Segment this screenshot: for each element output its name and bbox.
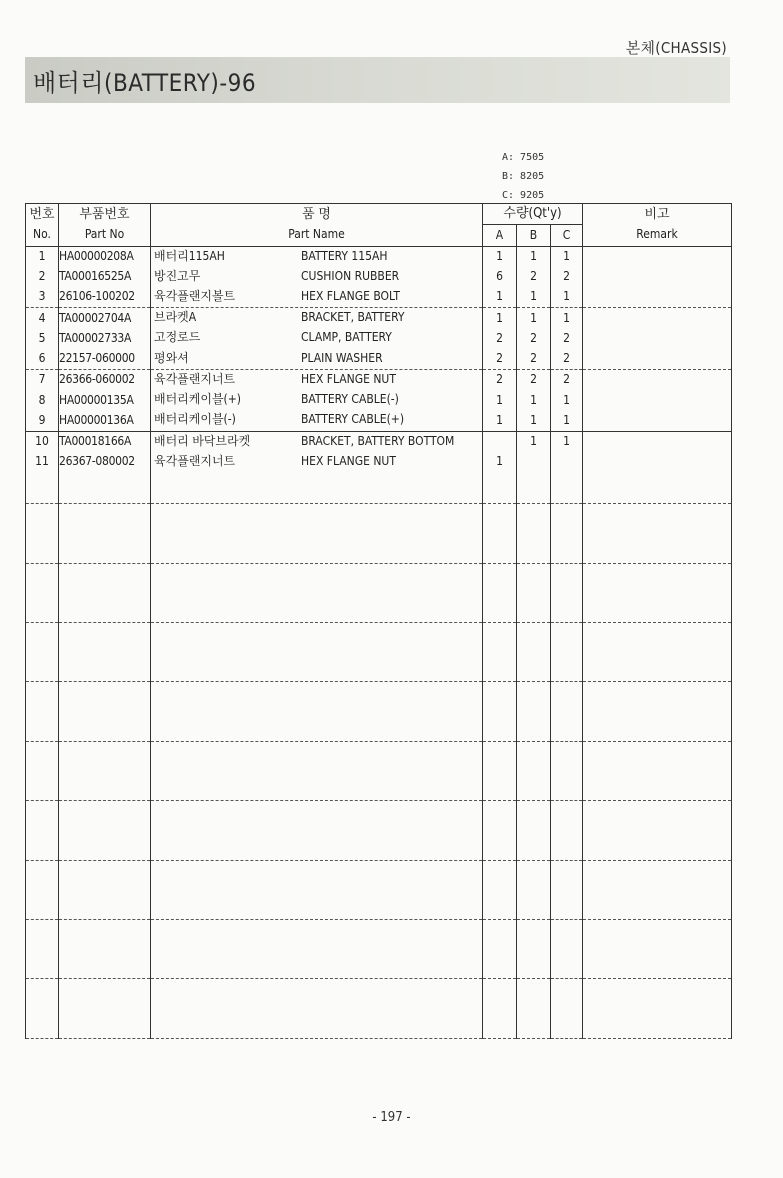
- header-part-name-kr: 품 명: [151, 204, 483, 225]
- table-row: [26, 308, 732, 329]
- empty-cell: [517, 979, 551, 1039]
- empty-table-row: [26, 741, 732, 800]
- row-number: 7: [26, 369, 59, 390]
- empty-cell: [59, 860, 151, 919]
- part-name: [151, 308, 483, 329]
- row-number: 3: [26, 287, 59, 308]
- empty-cell: [551, 979, 583, 1039]
- empty-cell: [151, 472, 483, 504]
- header-remark-kr: 비고: [583, 204, 732, 225]
- empty-cell: [551, 682, 583, 741]
- empty-cell: [59, 801, 151, 860]
- header-no-kr: 번호: [26, 204, 59, 225]
- empty-cell: [26, 504, 59, 563]
- qty-a: 1: [483, 287, 517, 308]
- table-row: [26, 369, 732, 390]
- remark: [583, 390, 732, 410]
- part-name: [151, 287, 483, 308]
- empty-cell: [583, 741, 732, 800]
- part-name-kr: 배터리 바닥브라켓: [154, 433, 251, 448]
- qty-c: 1: [551, 390, 583, 410]
- part-number: HA00000136A: [59, 410, 151, 431]
- empty-cell: [59, 979, 151, 1039]
- empty-cell: [551, 860, 583, 919]
- qty-b: [517, 452, 551, 472]
- part-name-en: BRACKET, BATTERY BOTTOM: [301, 433, 455, 448]
- qty-b: 2: [517, 369, 551, 390]
- row-number: 10: [26, 431, 59, 452]
- qty-c: 1: [551, 410, 583, 431]
- part-name-en: HEX FLANGE BOLT: [301, 288, 400, 303]
- empty-cell: [59, 741, 151, 800]
- empty-cell: [59, 504, 151, 563]
- empty-cell: [583, 860, 732, 919]
- qty-a: 1: [483, 452, 517, 472]
- qty-b: 2: [517, 349, 551, 370]
- header-part-no-en: Part No: [59, 225, 151, 246]
- table-row: [26, 267, 732, 287]
- qty-b: 2: [517, 328, 551, 348]
- part-name-en: BATTERY CABLE(+): [301, 412, 405, 427]
- empty-cell: [26, 472, 59, 504]
- empty-table-row: [26, 623, 732, 682]
- empty-cell: [583, 920, 732, 979]
- part-name: [151, 267, 483, 287]
- empty-cell: [151, 860, 483, 919]
- empty-cell: [583, 801, 732, 860]
- empty-cell: [483, 682, 517, 741]
- qty-a: 6: [483, 267, 517, 287]
- empty-cell: [151, 741, 483, 800]
- part-name: [151, 390, 483, 410]
- row-number: 11: [26, 452, 59, 472]
- empty-cell: [483, 920, 517, 979]
- qty-b: 2: [517, 267, 551, 287]
- part-name-kr: 육각플랜지볼트: [154, 288, 236, 303]
- empty-cell: [483, 563, 517, 622]
- empty-cell: [483, 741, 517, 800]
- table-row: [26, 431, 732, 452]
- legend-item-a: A: 7505: [502, 152, 545, 163]
- row-number: 8: [26, 390, 59, 410]
- part-name-kr: 고정로드: [154, 330, 201, 345]
- empty-cell: [483, 472, 517, 504]
- header-qty-kr: 수량(Qt'y): [483, 204, 583, 225]
- header-remark-en: Remark: [583, 225, 732, 246]
- qty-b: 1: [517, 308, 551, 329]
- empty-cell: [483, 860, 517, 919]
- part-name-kr: 육각플랜지너트: [154, 371, 236, 386]
- part-name-en: BATTERY 115AH: [301, 248, 388, 263]
- page-number: - 197 -: [372, 1110, 411, 1125]
- header-qty-c: C: [551, 225, 583, 246]
- qty-b: 1: [517, 431, 551, 452]
- table-row: [26, 410, 732, 431]
- part-name-kr: 평와셔: [154, 350, 189, 365]
- part-name-en: HEX FLANGE NUT: [301, 371, 396, 386]
- part-number: HA00000208A: [59, 246, 151, 267]
- remark: [583, 410, 732, 431]
- empty-cell: [517, 741, 551, 800]
- empty-cell: [551, 623, 583, 682]
- empty-cell: [26, 623, 59, 682]
- part-name-en: CUSHION RUBBER: [301, 268, 400, 283]
- empty-cell: [59, 563, 151, 622]
- qty-a: 1: [483, 410, 517, 431]
- empty-cell: [483, 801, 517, 860]
- remark: [583, 308, 732, 329]
- row-number: 1: [26, 246, 59, 267]
- qty-a: 1: [483, 246, 517, 267]
- empty-cell: [517, 801, 551, 860]
- part-name-en: HEX FLANGE NUT: [301, 453, 396, 468]
- part-number: HA00000135A: [59, 390, 151, 410]
- part-number: TA00002704A: [59, 308, 151, 329]
- empty-table-row: [26, 563, 732, 622]
- table-row: [26, 349, 732, 370]
- part-name: [151, 369, 483, 390]
- empty-cell: [583, 472, 732, 504]
- empty-cell: [583, 563, 732, 622]
- empty-cell: [26, 860, 59, 919]
- empty-cell: [551, 920, 583, 979]
- part-number: 26367-080002: [59, 452, 151, 472]
- qty-a: 1: [483, 390, 517, 410]
- title-bar: [25, 57, 730, 103]
- qty-c: 2: [551, 369, 583, 390]
- parts-table: [25, 203, 732, 1039]
- part-number: TA00018166A: [59, 431, 151, 452]
- part-number: TA00002733A: [59, 328, 151, 348]
- remark: [583, 452, 732, 472]
- part-number: TA00016525A: [59, 267, 151, 287]
- empty-cell: [151, 504, 483, 563]
- empty-cell: [151, 623, 483, 682]
- empty-cell: [483, 979, 517, 1039]
- empty-cell: [551, 563, 583, 622]
- empty-cell: [59, 682, 151, 741]
- header-qty-b: B: [517, 225, 551, 246]
- qty-b: 1: [517, 287, 551, 308]
- qty-c: 1: [551, 246, 583, 267]
- qty-b: 1: [517, 246, 551, 267]
- qty-b: 1: [517, 410, 551, 431]
- table-header-en: [26, 225, 732, 246]
- qty-a: 2: [483, 349, 517, 370]
- remark: [583, 349, 732, 370]
- row-number: 5: [26, 328, 59, 348]
- qty-a: [483, 431, 517, 452]
- page-title: 배터리(BATTERY)-96: [33, 69, 257, 97]
- empty-table-row: [26, 920, 732, 979]
- empty-cell: [551, 504, 583, 563]
- empty-cell: [26, 682, 59, 741]
- qty-a: 2: [483, 328, 517, 348]
- legend-item-b: B: 8205: [502, 171, 545, 182]
- table-row: [26, 452, 732, 472]
- qty-a: 1: [483, 308, 517, 329]
- row-number: 4: [26, 308, 59, 329]
- remark: [583, 287, 732, 308]
- part-name-kr: 육각플랜지너트: [154, 453, 236, 468]
- empty-cell: [483, 623, 517, 682]
- part-name-kr: 배터리115AH: [154, 248, 225, 263]
- remark: [583, 246, 732, 267]
- empty-cell: [151, 979, 483, 1039]
- empty-cell: [551, 801, 583, 860]
- empty-cell: [59, 920, 151, 979]
- qty-c: 1: [551, 287, 583, 308]
- table-row: [26, 390, 732, 410]
- table-header-kr: [26, 204, 732, 225]
- empty-table-row: [26, 472, 732, 504]
- part-name: [151, 349, 483, 370]
- qty-c: [551, 452, 583, 472]
- empty-cell: [26, 741, 59, 800]
- empty-cell: [517, 504, 551, 563]
- remark: [583, 431, 732, 452]
- empty-cell: [59, 472, 151, 504]
- empty-cell: [551, 741, 583, 800]
- empty-cell: [583, 623, 732, 682]
- qty-c: 2: [551, 349, 583, 370]
- table-row: [26, 246, 732, 267]
- empty-cell: [151, 801, 483, 860]
- empty-cell: [517, 563, 551, 622]
- empty-cell: [26, 801, 59, 860]
- empty-table-row: [26, 801, 732, 860]
- empty-cell: [483, 504, 517, 563]
- section-tag: 본체(CHASSIS): [625, 39, 727, 57]
- part-name-en: BATTERY CABLE(-): [301, 392, 399, 407]
- empty-cell: [151, 920, 483, 979]
- row-number: 9: [26, 410, 59, 431]
- header-part-name-en: Part Name: [151, 225, 483, 246]
- part-name-kr: 브라켓A: [154, 310, 197, 325]
- empty-cell: [26, 979, 59, 1039]
- row-number: 2: [26, 267, 59, 287]
- part-name: [151, 431, 483, 452]
- qty-c: 2: [551, 267, 583, 287]
- table-row: [26, 287, 732, 308]
- part-name-en: BRACKET, BATTERY: [301, 310, 405, 325]
- part-number: 26106-100202: [59, 287, 151, 308]
- qty-c: 1: [551, 431, 583, 452]
- empty-table-row: [26, 860, 732, 919]
- part-name: [151, 410, 483, 431]
- empty-cell: [26, 563, 59, 622]
- part-name-kr: 배터리케이블(+): [154, 392, 242, 407]
- part-name-kr: 배터리케이블(-): [154, 412, 236, 427]
- qty-c: 2: [551, 328, 583, 348]
- empty-cell: [151, 563, 483, 622]
- empty-cell: [517, 472, 551, 504]
- empty-cell: [517, 623, 551, 682]
- qty-c: 1: [551, 308, 583, 329]
- empty-table-row: [26, 979, 732, 1039]
- empty-table-row: [26, 504, 732, 563]
- empty-cell: [583, 979, 732, 1039]
- empty-cell: [151, 682, 483, 741]
- part-name-kr: 방진고무: [154, 268, 201, 283]
- empty-cell: [59, 623, 151, 682]
- part-number: 26366-060002: [59, 369, 151, 390]
- empty-cell: [583, 682, 732, 741]
- remark: [583, 267, 732, 287]
- qty-b: 1: [517, 390, 551, 410]
- qty-a: 2: [483, 369, 517, 390]
- empty-cell: [26, 920, 59, 979]
- empty-cell: [517, 682, 551, 741]
- part-name: [151, 246, 483, 267]
- remark: [583, 369, 732, 390]
- empty-cell: [583, 504, 732, 563]
- empty-cell: [517, 860, 551, 919]
- part-number: 22157-060000: [59, 349, 151, 370]
- header-qty-a: A: [483, 225, 517, 246]
- part-name: [151, 328, 483, 348]
- header-no-en: No.: [26, 225, 59, 246]
- part-name-en: PLAIN WASHER: [301, 350, 383, 365]
- legend-item-c: C: 9205: [502, 190, 545, 201]
- part-name: [151, 452, 483, 472]
- part-name-en: CLAMP, BATTERY: [301, 330, 392, 345]
- empty-cell: [551, 472, 583, 504]
- remark: [583, 328, 732, 348]
- table-row: [26, 328, 732, 348]
- empty-table-row: [26, 682, 732, 741]
- row-number: 6: [26, 349, 59, 370]
- header-part-no-kr: 부품번호: [59, 204, 151, 225]
- model-legend: [502, 148, 544, 205]
- empty-cell: [517, 920, 551, 979]
